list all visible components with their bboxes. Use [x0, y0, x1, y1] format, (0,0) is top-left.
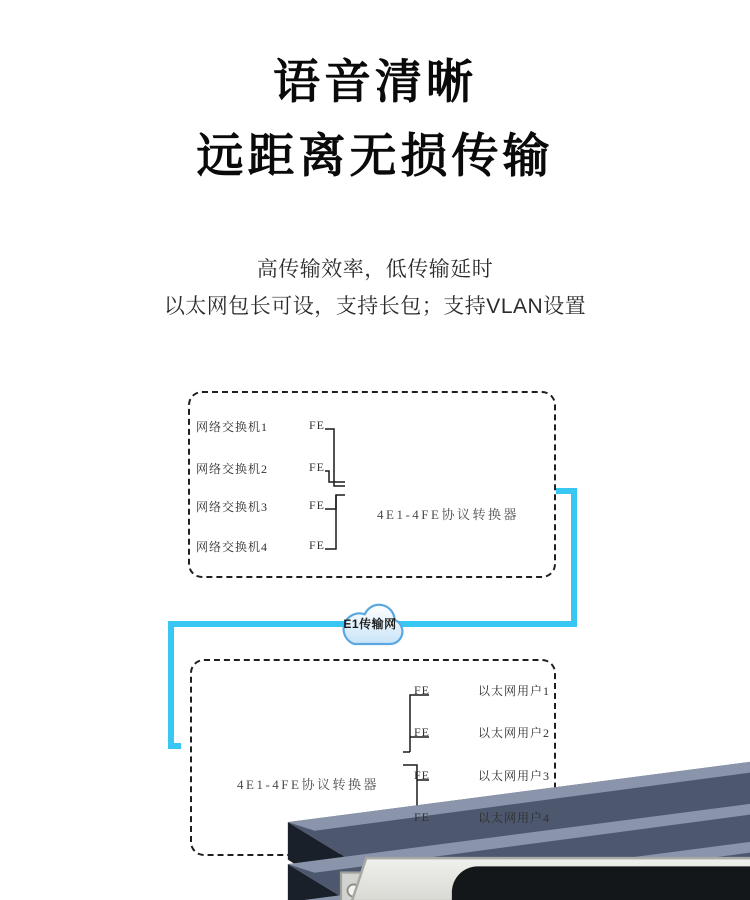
subtitle-line2: 以太网包长可设，支持长包；支持VLAN设置 — [163, 295, 587, 318]
fe-port-label: FE — [309, 538, 326, 552]
cloud-label: E1传输网 — [343, 617, 397, 631]
switch-label-1: 网络交换机1 — [196, 420, 269, 434]
fe-port-label: FE — [414, 810, 431, 824]
switch-label-3: 网络交换机3 — [196, 500, 269, 514]
subtitle-line1: 高传输效率，低传输延时 — [256, 258, 494, 281]
switch-label-4: 网络交换机4 — [196, 540, 269, 554]
page-title-line1: 语音清晰 — [273, 55, 477, 108]
converter-label-bottom: 4E1-4FE协议转换器 — [237, 777, 379, 792]
user-label-4: 以太网用户4 — [478, 811, 551, 825]
fe-port-label: FE — [309, 460, 326, 474]
top-connection-lines — [325, 429, 345, 549]
user-label-1: 以太网用户1 — [478, 684, 551, 698]
converter-label-top: 4E1-4FE协议转换器 — [377, 507, 519, 522]
user-label-3: 以太网用户3 — [478, 769, 551, 783]
bottom-connection-lines — [403, 695, 429, 822]
switch-label-2: 网络交换机2 — [196, 462, 269, 476]
page-title-line2: 远距离无损传输 — [196, 129, 554, 182]
user-label-2: 以太网用户2 — [478, 726, 551, 740]
fe-port-label: FE — [309, 418, 326, 432]
fe-port-label: FE — [309, 498, 326, 512]
fe-port-label: FE — [414, 725, 431, 739]
fe-port-label: FE — [414, 683, 431, 697]
fe-port-label: FE — [414, 768, 431, 782]
